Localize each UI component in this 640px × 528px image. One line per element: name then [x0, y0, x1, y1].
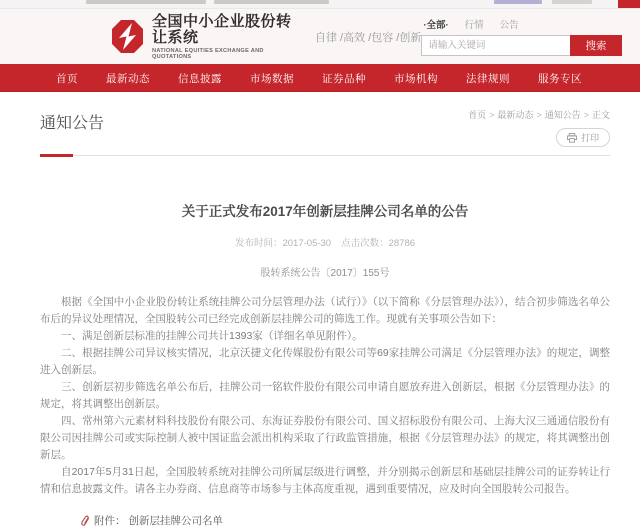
breadcrumb-separator: > — [489, 110, 495, 120]
site-slogan: 自律 /高效 /包容 /创新 — [314, 31, 422, 44]
search-tab-quotes[interactable]: 行情 — [464, 20, 484, 31]
search-scope-tabs — [423, 17, 622, 31]
cropped-login-links — [494, 0, 542, 4]
article — [40, 200, 610, 528]
search-tab-announcements[interactable]: 公告 — [499, 20, 519, 31]
section-divider — [40, 155, 610, 156]
article-title: 关于正式发布2017年创新层挂牌公司名单的公告 — [181, 204, 469, 219]
print-button[interactable] — [556, 128, 610, 147]
top-utility-bar — [0, 0, 640, 9]
breadcrumb-notices[interactable]: 通知公告 — [544, 110, 581, 120]
neeq-logo[interactable] — [112, 14, 301, 60]
logo-subtitle: NATIONAL EQUITIES EXCHANGE AND QUOTATIONS — [152, 47, 264, 60]
logo-title: 全国中小企业股份转让系统 — [152, 12, 292, 46]
printer-icon — [567, 133, 577, 143]
nav-item-news[interactable]: 最新动态 — [106, 72, 150, 85]
article-paragraph: 二、根据挂牌公司异议核实情况，北京沃捷文化传媒股份有限公司等69家挂牌公司满足《分层管理办法》的规定，调整进入创新层。 — [40, 347, 610, 376]
attachment-link[interactable]: 创新层挂牌公司名单 — [128, 515, 223, 527]
article-paragraph: 一、满足创新层标准的挂牌公司共计1393家（详细名单见附件）。 — [61, 330, 363, 342]
attachment-row — [40, 513, 610, 528]
article-paragraph: 四、常州第六元素材料科技股份有限公司、东海证券股份有限公司、国义招标股份有限公司、上海大汉三通通信股份有限公司因挂牌公司或实际控制人被中国证监会派出机构采取了行政监管措施，根据《分层管理办法》的规定，将其调整出创新层。 — [40, 415, 610, 461]
search-block — [421, 17, 622, 56]
attachment-label: 附件： — [94, 515, 126, 527]
section-divider-accent — [40, 154, 73, 157]
article-meta — [40, 235, 610, 249]
nav-item-disclosure[interactable]: 信息披露 — [178, 72, 222, 85]
print-label: 打印 — [580, 133, 599, 143]
nav-item-institutions[interactable]: 市场机构 — [394, 72, 438, 85]
breadcrumb-separator: > — [536, 110, 542, 120]
article-paragraph: 根据《全国中小企业股份转让系统挂牌公司分层管理办法（试行）》（以下简称《分层管理办法》），结合初步筛选名单公布后的异议处理情况，全国股转公司已经完成创新层挂牌公司的筛选工作。现就有关事项公告如下： — [40, 296, 610, 325]
page-title: 通知公告 — [40, 115, 105, 132]
page-content — [0, 106, 640, 528]
cropped-topbar-links — [552, 0, 592, 4]
publish-time-value: 2017-05-30 — [282, 238, 332, 249]
search-button[interactable]: 搜索 — [570, 35, 622, 56]
section-head — [40, 106, 610, 147]
cropped-topbar-links — [86, 0, 206, 4]
nav-item-market-data[interactable]: 市场数据 — [250, 72, 294, 85]
nav-item-securities[interactable]: 证券品种 — [322, 72, 366, 85]
site-header — [0, 9, 640, 64]
neeq-logo-icon — [112, 20, 143, 53]
click-count-label: 点击次数： — [341, 238, 389, 249]
search-tab-all[interactable]: ·全部· — [423, 20, 449, 31]
paperclip-icon — [80, 515, 91, 527]
article-body — [40, 294, 610, 498]
breadcrumb-current: 正文 — [591, 110, 610, 120]
main-nav — [0, 64, 640, 92]
publish-time-label: 发布时间： — [234, 238, 283, 249]
document-number: 股转系统公告〔2017〕155号 — [260, 268, 390, 279]
click-count-value: 28786 — [388, 238, 416, 249]
nav-item-rules[interactable]: 法律规则 — [466, 72, 510, 85]
breadcrumb-news[interactable]: 最新动态 — [497, 110, 534, 120]
nav-item-services[interactable]: 服务专区 — [538, 72, 582, 85]
breadcrumb-home[interactable]: 首页 — [468, 110, 487, 120]
search-input[interactable] — [421, 35, 570, 56]
breadcrumb — [468, 108, 610, 121]
nav-item-home[interactable]: 首页 — [56, 72, 78, 85]
breadcrumb-separator: > — [583, 110, 589, 120]
head-right — [468, 108, 610, 147]
cropped-topbar-red-badge — [618, 0, 640, 8]
article-paragraph: 三、创新层初步筛选名单公布后，挂牌公司一铭软件股份有限公司申请自愿放弃进入创新层，根据《分层管理办法》的规定，将其调整出创新层。 — [40, 381, 610, 410]
logo-text — [152, 14, 301, 60]
cropped-topbar-links — [214, 0, 329, 4]
article-paragraph: 自2017年5月31日起，全国股转系统对挂牌公司所属层级进行调整，并分别揭示创新层和基础层挂牌公司的证券转让行情和信息披露文件。请各主办券商、信息商等市场参与主体高度重视，遇到重要情况，应及时向全国股转公司报告。 — [40, 466, 610, 495]
